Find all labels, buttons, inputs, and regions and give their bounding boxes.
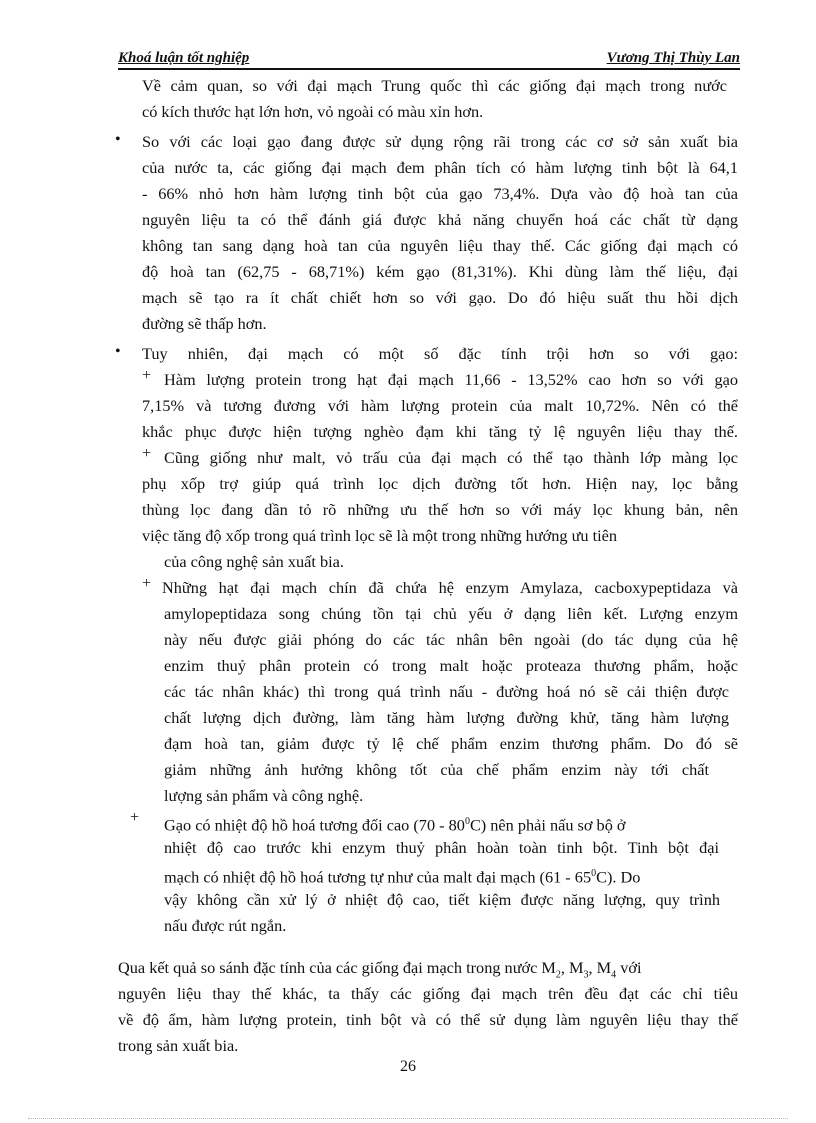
paragraph-line: của nước ta, các giống đại mạch đem phân tích có hàm lượng tinh bột là 64,1: [142, 158, 738, 177]
paragraph-line: Hàm lượng protein trong hạt đại mạch 11,66 - 13,52% cao hơn so với gạo: [164, 370, 738, 389]
paragraph-line: nhiệt độ cao trước khi enzym thuỷ phân hoàn toàn tinh bột. Tinh bột đại: [164, 838, 719, 857]
paragraph-line: Gạo có nhiệt độ hồ hoá tương đối cao $(70 - 80^0C)$ nên phải nấu sơ bộ ở: [164, 815, 626, 835]
degree-superscript: 0: [464, 816, 470, 827]
paragraph-line: đạm hoà tan, giảm được tỷ lệ chế phẩm enzim thương phẩm. Do đó sẽ: [164, 734, 738, 753]
bullet-marker: •: [115, 131, 121, 148]
paragraph-line: thùng lọc đang dần tỏ rõ những ưu thế hơn so với máy lọc khung bản, nên: [142, 500, 738, 519]
plus-marker: +: [142, 575, 152, 592]
plus-marker: +: [142, 445, 152, 462]
plus-marker: +: [142, 367, 152, 384]
conclusion-line: trong sản xuất bia.: [118, 1036, 239, 1055]
paragraph-line: 7,15% và tương đương với hàm lượng protein của malt 10,72%. Nên có thể: [142, 396, 738, 415]
page-header: [118, 46, 740, 70]
paragraph-line: lượng sản phẩm và công nghệ.: [164, 786, 364, 805]
paragraph-line: mạch có nhiệt độ hồ hoá tương tự như của malt đại mạch $(61 - 65^0C)$. Do: [164, 867, 641, 887]
paragraph-line: việc tăng độ xốp trong quá trình lọc sẽ là một trong những hướng ưu tiên: [142, 526, 618, 545]
paragraph-line: Cũng giống như malt, vỏ trấu của đại mạch có thể tạo thành lớp màng lọc: [164, 448, 738, 467]
conclusion-line: Qua kết quả so sánh đặc tính của các giống đại mạch trong nước $M_2$, $M_3$, $M_4$ với: [118, 958, 642, 981]
conclusion-line: nguyên liệu thay thế khác, ta thấy các giống đại mạch trên đều đạt các chỉ tiêu: [118, 984, 738, 1003]
degree-superscript: 0: [591, 868, 597, 879]
paragraph-line: So với các loại gạo đang được sử dụng rộng rãi trong các cơ sở sản xuất bia: [142, 132, 738, 151]
header-author-name: Vương Thị Thùy Lan: [606, 50, 740, 66]
paragraph-line: enzim thuỷ phân protein có trong malt hoặc proteaza thương phẩm, hoặc: [164, 656, 738, 675]
paragraph-line: nguyên liệu ta có thể đánh giá được khả năng chuyển hoá các chất từ dạng: [142, 210, 738, 229]
paragraph-line: của công nghệ sản xuất bia.: [164, 552, 344, 571]
paragraph-line: - 66% nhỏ hơn hàm lượng tinh bột của gạo 73,4%. Dựa vào độ hoà tan của: [142, 184, 738, 203]
paragraph-line: mạch sẽ tạo ra ít chất chiết hơn so với gạo. Do đó hiệu suất thu hồi dịch: [142, 288, 738, 307]
paragraph-line: khắc phục được hiện tượng nghèo đạm khi tăng tỷ lệ nguyên liệu thay thế.: [142, 422, 738, 441]
footer-divider: [28, 1118, 788, 1119]
paragraph-line: giảm những ảnh hưởng không tốt của chế phẩm enzim này tới chất: [164, 760, 709, 779]
paragraph-line: chất lượng dịch đường, làm tăng hàm lượng đường khử, tăng hàm lượng: [164, 708, 729, 727]
paragraph-line: không tan sang dạng hoà tan của nguyên liệu thay thế. Các giống đại mạch có: [142, 236, 738, 255]
paragraph-line: độ hoà tan (62,75 - 68,71%) kém gạo (81,31%). Khi dùng làm thế liệu, đại: [142, 262, 738, 281]
bullet-marker: •: [115, 343, 121, 360]
paragraph-line: phụ xốp trợ giúp quá trình lọc dịch đường tốt hơn. Hiện nay, lọc bằng: [142, 474, 738, 493]
paragraph-line: amylopeptidaza song chúng tồn tại chủ yếu ở dạng liên kết. Lượng enzym: [164, 604, 738, 623]
paragraph-line: Tuy nhiên, đại mạch có một số đặc tính trội hơn so với gạo:: [142, 344, 738, 363]
paragraph-line: đường sẽ thấp hơn.: [142, 314, 267, 333]
conclusion-line: về độ ẩm, hàm lượng protein, tinh bột và có thể sử dụng làm nguyên liệu thay thế: [118, 1010, 738, 1029]
header-thesis-title: Khoá luận tốt nghiệp: [118, 50, 250, 66]
intro-line: có kích thước hạt lớn hơn, vỏ ngoài có màu xỉn hơn.: [142, 102, 484, 121]
paragraph-line: vậy không cần xử lý ở nhiệt độ cao, tiết kiệm được năng lượng, quy trình: [164, 890, 720, 909]
paragraph-line: này nếu được giải phóng do các tác nhân bên ngoài (do tác dụng của hệ: [164, 630, 738, 649]
page-number: 26: [400, 1058, 416, 1075]
paragraph-line: nấu được rút ngắn.: [164, 916, 287, 935]
plus-marker: +: [130, 809, 140, 826]
paragraph-line: Những hạt đại mạch chín đã chứa hệ enzym Amylaza, cacboxypeptidaza và: [162, 578, 738, 597]
paragraph-line: các tác nhân khác) thì trong quá trình nấu - đường hoá nó sẽ cải thiện được: [164, 682, 729, 701]
intro-line: Về cảm quan, so với đại mạch Trung quốc thì các giống đại mạch trong nước: [142, 76, 727, 95]
